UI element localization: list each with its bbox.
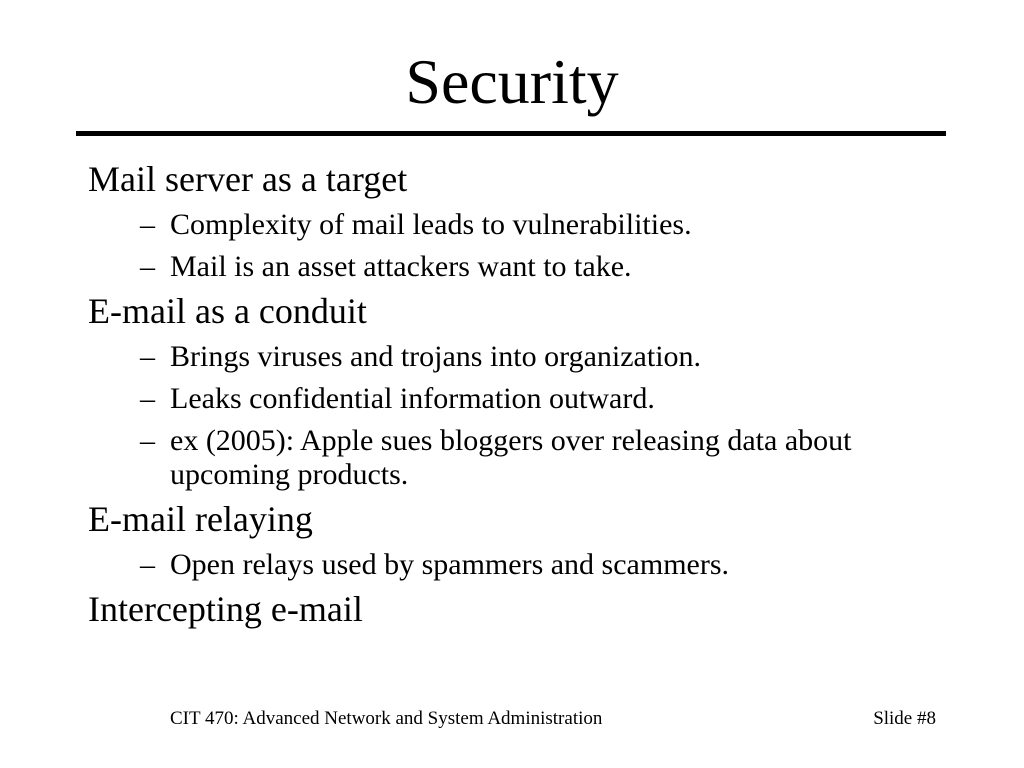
- sub-bullet-item: [88, 250, 958, 284]
- sub-bullet-text: Mail is an asset attackers want to take.: [170, 250, 632, 283]
- bullet-item: E-mail as a conduit: [88, 291, 367, 331]
- dash-marker: –: [140, 548, 155, 581]
- bullet-item: Intercepting e-mail: [88, 589, 363, 629]
- slide-content: [88, 158, 958, 630]
- sub-bullet-list: [88, 548, 958, 582]
- sub-bullet-list: [88, 340, 958, 492]
- sub-bullet-text: Leaks confidential information outward.: [170, 382, 655, 415]
- dash-marker: –: [140, 208, 155, 241]
- dash-marker: –: [140, 382, 155, 415]
- dash-marker: –: [140, 250, 155, 283]
- sub-bullet-list: [88, 208, 958, 284]
- sub-bullet-item: [88, 424, 958, 492]
- bullet-item: E-mail relaying: [88, 499, 313, 539]
- bullet-group: [88, 290, 958, 492]
- sub-bullet-item: [88, 382, 958, 416]
- slide-title: Security: [405, 46, 619, 117]
- sub-bullet-item: [88, 548, 958, 582]
- bullet-group: [88, 158, 958, 284]
- sub-bullet-item: [88, 208, 958, 242]
- dash-marker: –: [140, 340, 155, 373]
- bullet-group: [88, 498, 958, 582]
- bullet-group: [88, 588, 958, 630]
- footer-course: CIT 470: Advanced Network and System Administration: [170, 708, 603, 729]
- sub-bullet-item: [88, 340, 958, 374]
- sub-bullet-text: Brings viruses and trojans into organization.: [170, 340, 702, 373]
- bullet-item: Mail server as a target: [88, 159, 408, 199]
- title-divider: [76, 131, 946, 136]
- footer-slide-number: Slide #8: [873, 708, 936, 729]
- sub-bullet-text: Complexity of mail leads to vulnerabilities.: [170, 208, 692, 241]
- dash-marker: –: [140, 424, 155, 457]
- sub-bullet-text: ex (2005): Apple sues bloggers over releasing data about upcoming products.: [170, 424, 852, 491]
- sub-bullet-text: Open relays used by spammers and scammers.: [170, 548, 730, 581]
